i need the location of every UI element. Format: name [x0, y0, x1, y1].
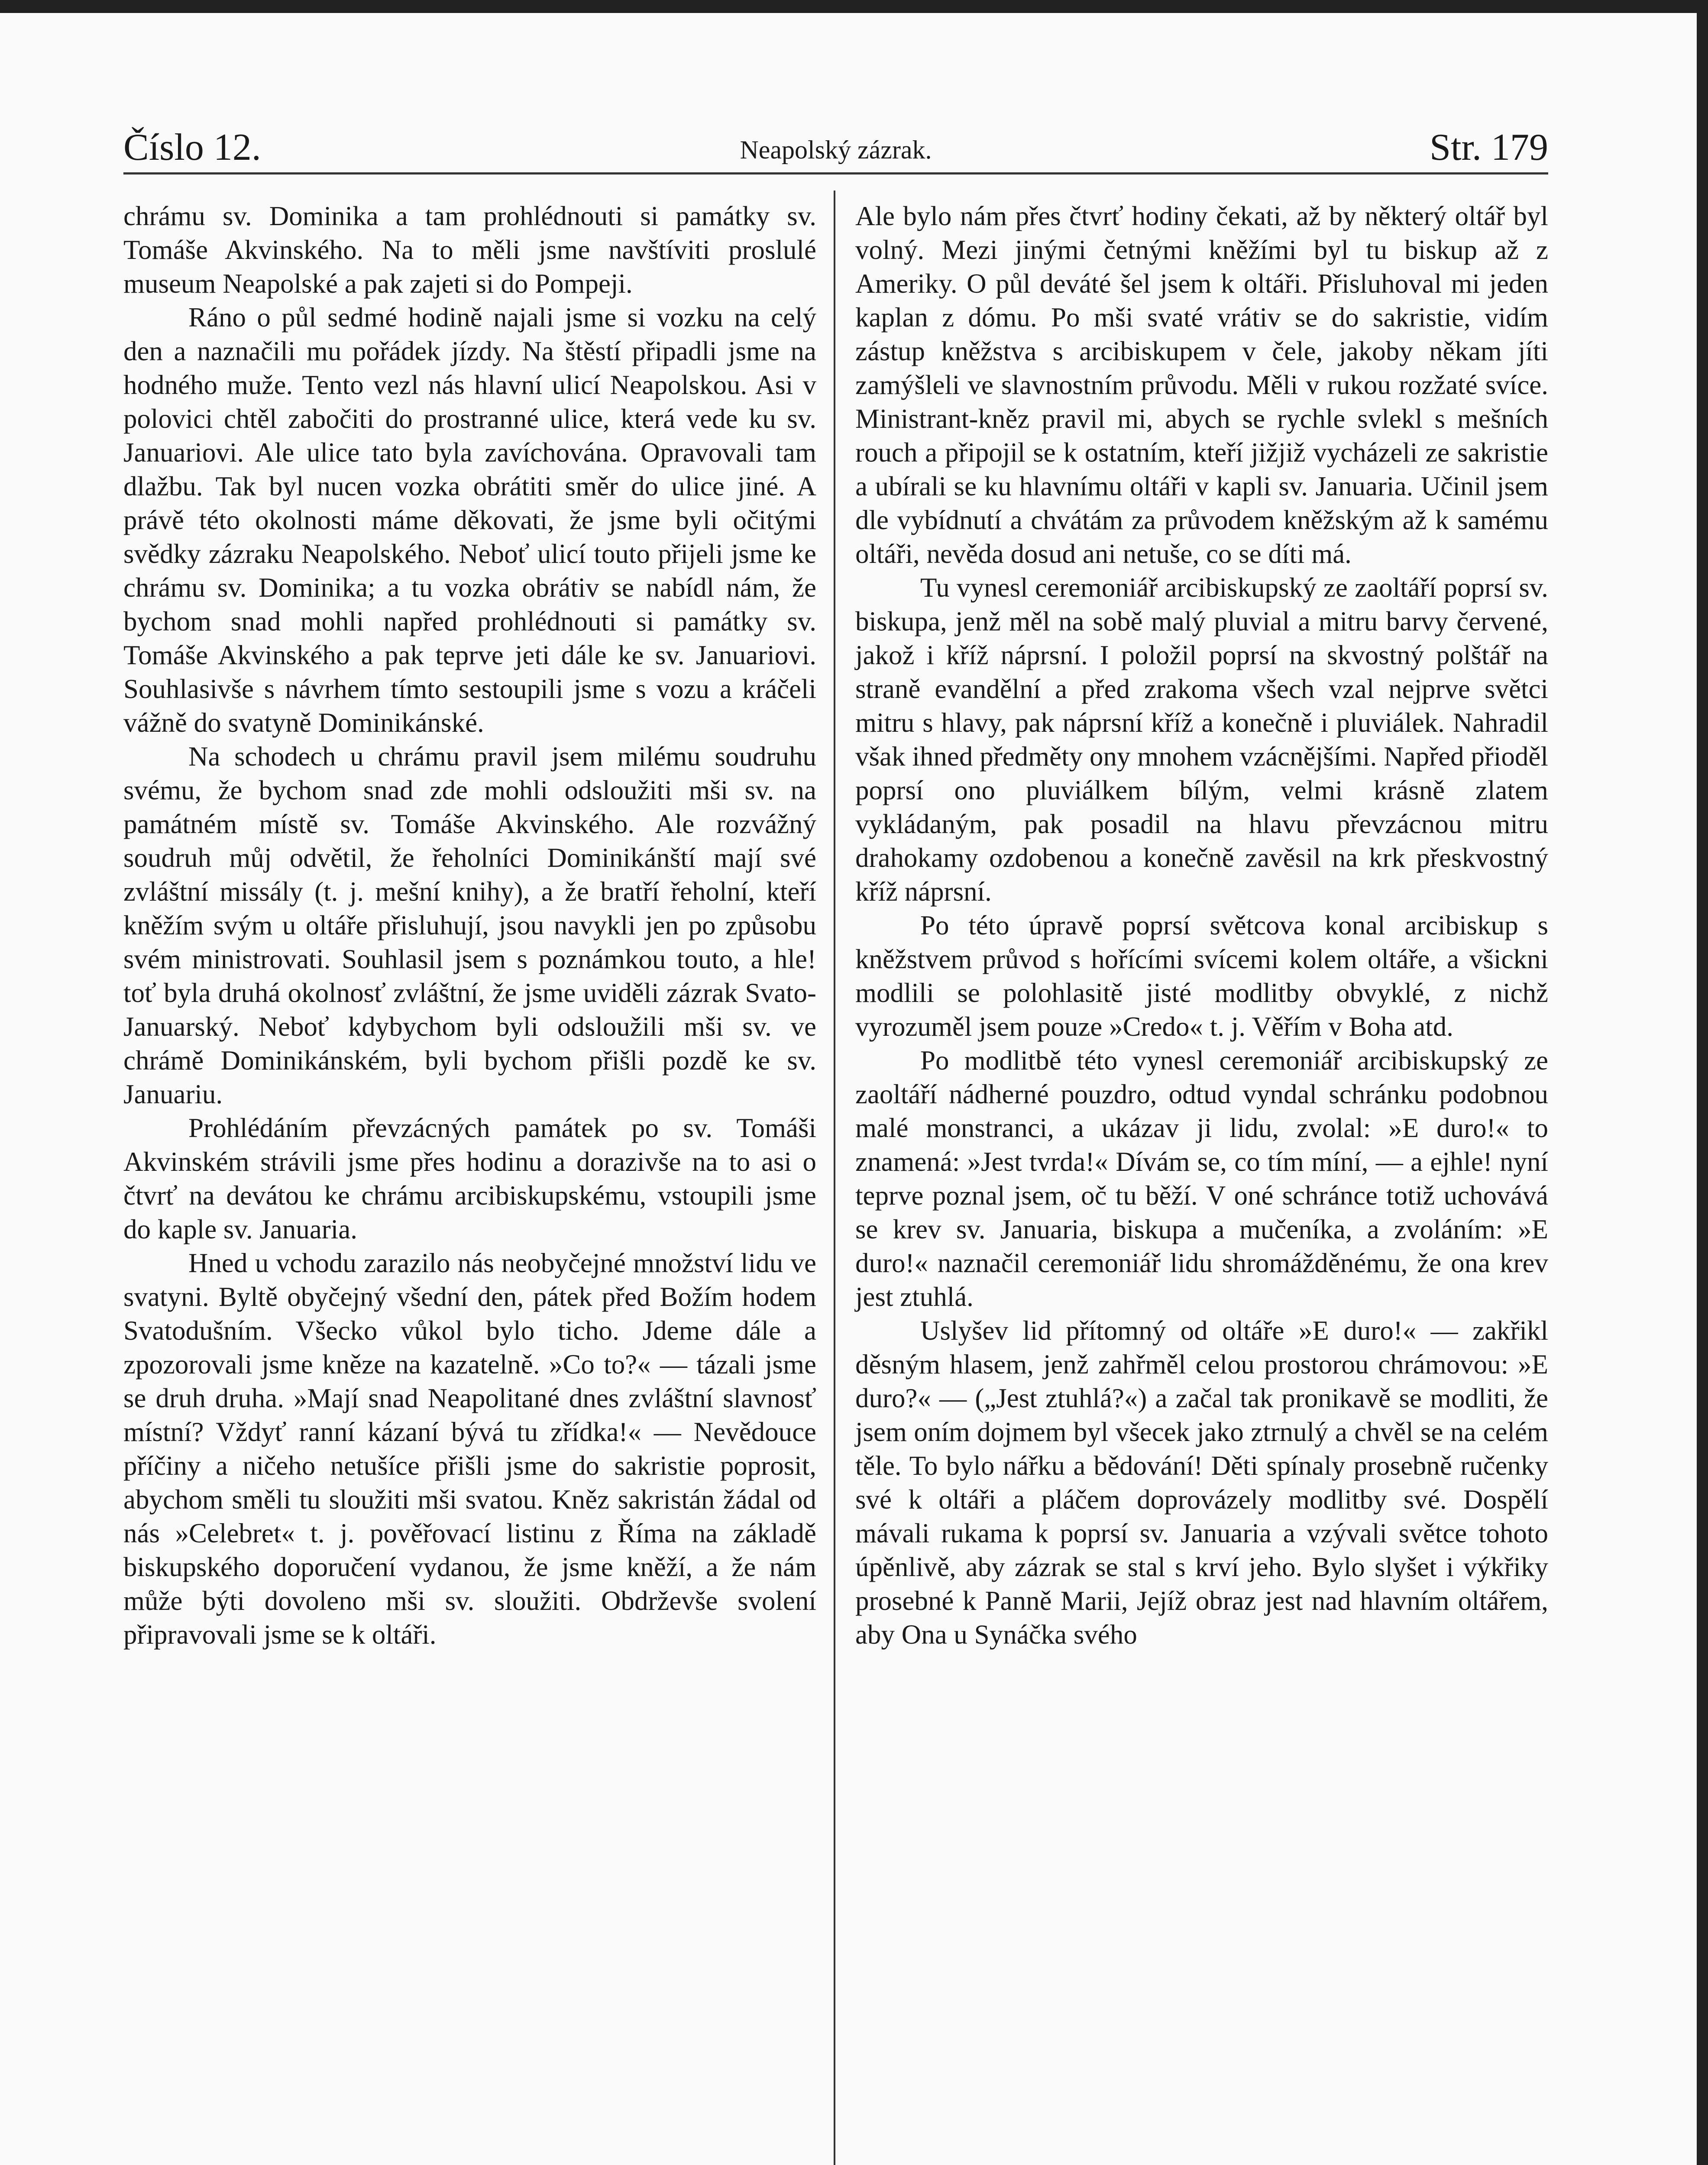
page-number: Str. 179 — [1430, 126, 1548, 168]
paragraph: Po modlitbě této vynesl ceremoniář arcibiskupský ze zaoltáří nádherné pouzdro, odtud vyndal schránku podobnou malé monstranci, a ukázav ji lidu, zvolal: »E duro!« to znamená: »Jest tvrda!« Dívám se, co tím míní, — a ejhle! nyní teprve poznal jsem, oč tu běží. V oné schránce totiž uchovává se krev sv. Januaria, biskupa a mučeníka, a zvoláním: »E duro!« naznačil ceremoniář lidu shromážděnému, že ona krev jest ztuhlá. — [855, 1045, 1548, 1312]
scan-border-top — [0, 0, 1708, 13]
header-rule — [123, 172, 1548, 174]
column-divider — [834, 191, 835, 2165]
issue-number: Číslo 12. — [123, 126, 261, 168]
paragraph: Prohlédáním převzácných památek po sv. Tomáši Akvinském strávili jsme přes hodinu a dorazivše na to asi o čtvrť na devátou ke chrámu arcibiskupskému, vstoupili jsme do kaple sv. Januaria. — [123, 1113, 816, 1244]
paragraph: Ale bylo nám přes čtvrť hodiny čekati, až by některý oltář byl volný. Mezi jinými četnými kněžími byl tu biskup až z Ameriky. O půl deváté šel jsem k oltáři. Přisluhoval mi jeden kaplan z dómu. Po mši svaté vrátiv se do sakristie, vidím zástup kněžstva s arcibiskupem v čele, jakoby někam jíti zamýšleli ve slavnostním průvodu. Měli v rukou rozžaté svíce. Ministrant-kněz pravil mi, abych se rychle svlekl s mešních rouch a připojil se k ostatním, kteří jižjiž vycházeli ze sakristie a ubírali se ku hlavnímu oltáři v kapli sv. Januaria. Učinil jsem dle vybídnutí a chvátám za průvodem kněžským až k samému oltáři, nevěda dosud ani netuše, co se díti má. — [855, 201, 1548, 569]
paragraph: chrámu sv. Dominika a tam prohlédnouti si památky sv. Tomáše Akvinského. Na to měli jsme navštíviti proslulé museum Neapolské a pak zajeti si do Pompeji. — [123, 201, 816, 299]
paragraph: Na schodech u chrámu pravil jsem milému soudruhu svému, že bychom snad zde mohli odsloužiti mši sv. na památném místě sv. Tomáše Akvinského. Ale rozvážný soudruh můj odvětil, že řeholníci Dominikánští mají své zvláštní missály (t. j. mešní knihy), a že bratří řeholní, kteří kněžím svým u oltáře přisluhují, jsou navykli jen po způsobu svém ministrovati. Souhlasil jsem s poznámkou touto, a hle! toť byla druhá okolnosť zvláštní, že jsme uviděli zázrak Svato-Januarský. Neboť kdybychom byli odsloužili mši sv. ve chrámě Dominikánském, byli bychom přišli pozdě ke sv. Januariu. — [123, 741, 816, 1109]
paragraph: Tu vynesl ceremoniář arcibiskupský ze zaoltáří poprsí sv. biskupa, jenž měl na sobě malý pluvial a mitru barvy červené, jakož i kříž náprsní. I položil poprsí na skvostný polštář na straně evandělní a před zrakoma všech vzal nejprve světci mitru s hlavy, pak náprsní kříž a konečně i pluviálek. Nahradil však ihned předměty ony mnohem vzácnějšími. Napřed přioděl poprsí ono pluviálkem bílým, velmi krásně zlatem vykládaným, pak posadil na hlavu převzácnou mitru drahokamy ozdobenou a konečně zavěsil na krk přeskvostný kříž náprsní. — [855, 572, 1548, 907]
right-column — [855, 199, 1548, 1651]
paragraph: Ráno o půl sedmé hodině najali jsme si vozku na celý den a naznačili mu pořádek jízdy. Na štěstí připadli jsme na hodného muže. Tento vezl nás hlavní ulicí Neapolskou. Asi v polovici chtěl zabočiti do prostranné ulice, která vede ku sv. Januariovi. Ale ulice tato byla zavíchována. Opravovali tam dlažbu. Tak byl nucen vozka obrátiti směr do ulice jiné. A právě této okolnosti máme děkovati, že jsme byli očitými svědky zázraku Neapolského. Neboť ulicí touto přijeli jsme ke chrámu sv. Dominika; a tu vozka obrátiv se nabídl nám, že bychom snad mohli napřed prohlédnouti si památky sv. Tomáše Akvinského a pak teprve jeti dále ke sv. Januariovi. Souhlasivše s návrhem tímto sestoupili jsme s vozu a kráčeli vážně do svatyně Dominikánské. — [123, 302, 816, 738]
paragraph: Hned u vchodu zarazilo nás neobyčejné množství lidu ve svatyni. Byltě obyčejný všední den, pátek před Božím hodem Svatodušním. Všecko vůkol bylo ticho. Jdeme dále a zpozorovali jsme kněze na kazatelně. »Co to?« — tázali jsme se druh druha. »Mají snad Neapolitané dnes zvláštní slavnosť místní? Vždyť ranní kázaní bývá tu zřídka!« — Nevědouce příčiny a ničeho netušíce přišli jsme do sakristie poprosit, abychom směli tu sloužiti mši svatou. Kněz sakristán žádal od nás »Celebret« t. j. pověřovací listinu z Říma na základě biskupského doporučení vydanou, že jsme kněží, a že nám může býti dovoleno mši sv. sloužiti. Obdrževše svolení připravovali jsme se k oltáři. — [123, 1248, 816, 1650]
page-header — [123, 113, 1548, 178]
running-title: Neapolský zázrak. — [740, 136, 932, 164]
paragraph: Po této úpravě poprsí světcova konal arcibiskup s kněžstvem průvod s hořícími svícemi kolem oltáře, a všickni modlili se polohlasitě jisté modlitby obvyklé, z nichž vyrozuměl jsem pouze »Credo« t. j. Věřím v Boha atd. — [855, 910, 1548, 1042]
scan-border-right — [1697, 0, 1708, 2165]
paragraph: Uslyšev lid přítomný od oltáře »E duro!« — zakřikl děsným hlasem, jenž zahřměl celou prostorou chrámovou: »E duro?« — („Jest ztuhlá?«) a začal tak pronikavě se modliti, že jsem oním dojmem byl všecek jako ztrnulý a chvěl se na celém těle. To bylo nářku a bědování! Děti spínaly prosebně ručenky své k oltáři a pláčem doprovázely modlitby své. Dospělí mávali rukama k poprsí sv. Januaria a vzývali světce tohoto úpěnlivě, aby zázrak se stal s krví jeho. Bylo slyšet i výkřiky prosebné k Panně Marii, Jejíž obraz jest nad hlavním oltářem, aby Ona u Synáčka svého — [855, 1315, 1548, 1650]
left-column — [123, 199, 816, 1651]
